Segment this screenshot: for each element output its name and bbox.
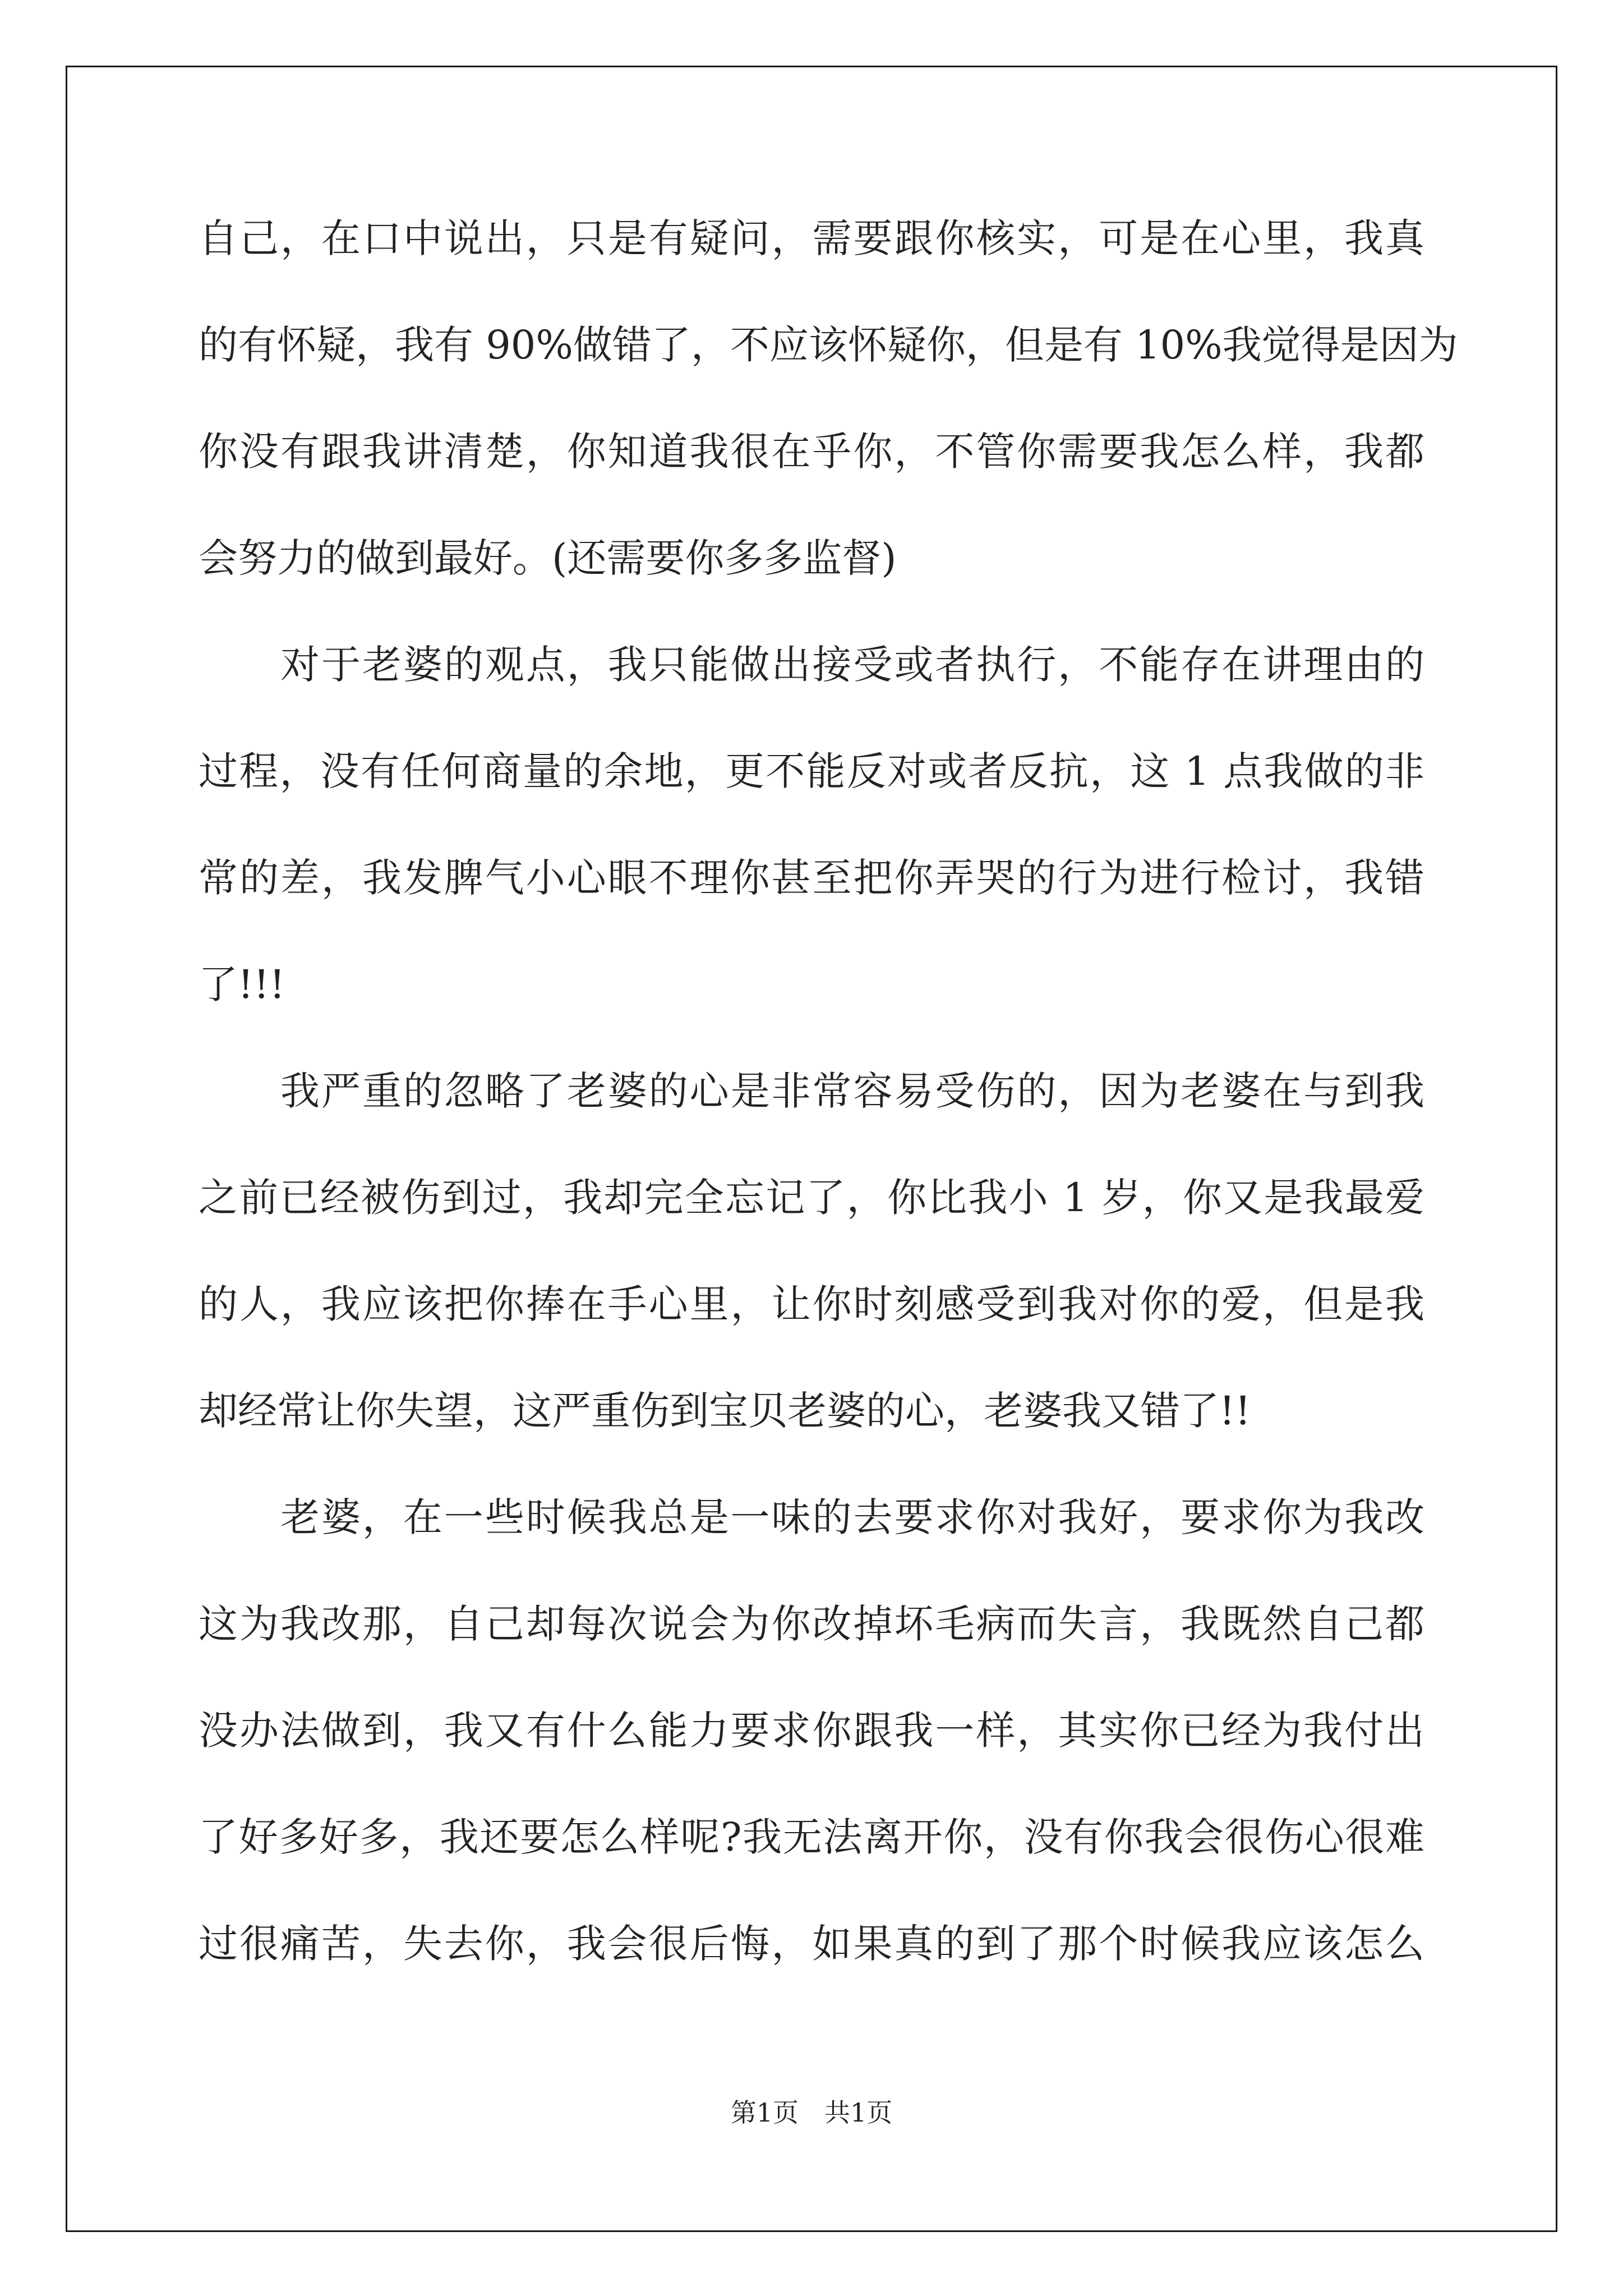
text-line: 老婆，在一些时候我总是一味的去要求你对我好，要求你为我改 [280,1494,1424,1540]
text-line: 没办法做到，我又有什么能力要求你跟我一样，其实你已经为我付出 [199,1708,1424,1754]
text-line: 自己，在口中说出，只是有疑问，需要跟你核实，可是在心里，我真 [199,215,1424,261]
text-line: 对于老婆的观点，我只能做出接受或者执行，不能存在讲理由的 [280,642,1424,688]
text-line: 的人，我应该把你捧在手心里，让你时刻感受到我对你的爱，但是我 [199,1281,1424,1327]
text-line: 会努力的做到最好。(还需要你多多监督) [199,535,897,581]
text-line: 常的差，我发脾气小心眼不理你甚至把你弄哭的行为进行检讨，我错 [199,855,1424,901]
page-border [66,66,1557,2232]
text-line: 过很痛苦，失去你，我会很后悔，如果真的到了那个时候我应该怎么 [199,1921,1424,1967]
text-line: 这为我改那，自己却每次说会为你改掉坏毛病而失言，我既然自己都 [199,1601,1424,1647]
text-line: 的有怀疑，我有 90%做错了，不应该怀疑你，但是有 10%我觉得是因为 [199,322,1458,368]
text-line: 过程，没有任何商量的余地，更不能反对或者反抗，这 1 点我做的非 [199,748,1424,794]
text-line: 了!!! [199,961,285,1007]
text-line: 却经常让你失望，这严重伤到宝贝老婆的心，老婆我又错了!! [199,1388,1251,1434]
text-line: 之前已经被伤到过，我却完全忘记了，你比我小 1 岁，你又是我最爱 [199,1175,1424,1221]
text-line: 你没有跟我讲清楚，你知道我很在乎你，不管你需要我怎么样，我都 [199,429,1424,475]
page-number: 第1页 共1页 [730,2097,893,2128]
text-line: 了好多好多，我还要怎么样呢?我无法离开你，没有你我会很伤心很难 [199,1814,1424,1860]
text-line: 我严重的忽略了老婆的心是非常容易受伤的，因为老婆在与到我 [280,1068,1424,1114]
